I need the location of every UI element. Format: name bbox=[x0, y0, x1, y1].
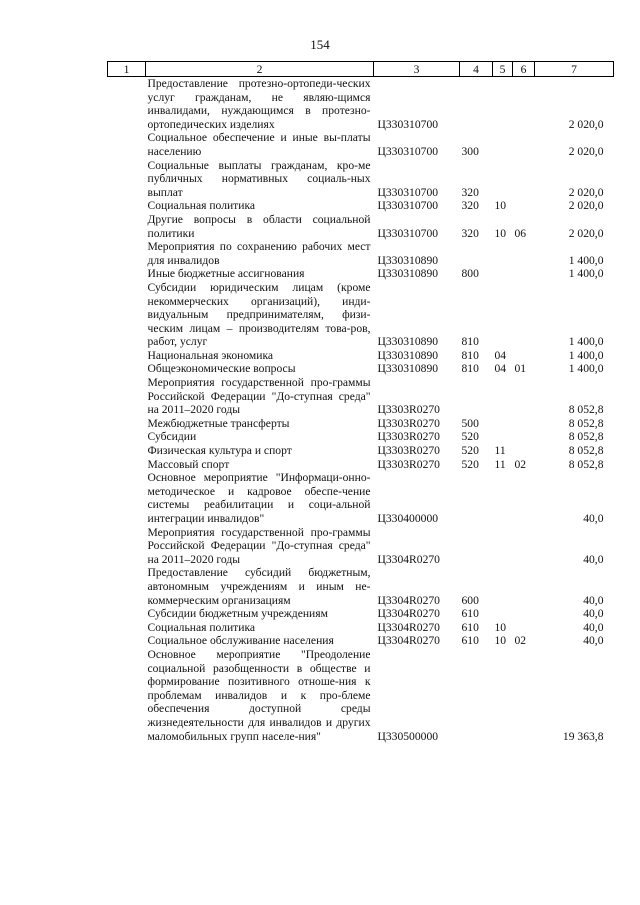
row-code-cell: Ц330310700 bbox=[377, 144, 439, 158]
row-code-cell: Ц3303R0270 bbox=[377, 403, 440, 417]
row-code-cell: Ц330400000 bbox=[377, 512, 439, 525]
table-row bbox=[108, 281, 614, 349]
row-code-cell: Ц330310890 bbox=[377, 348, 439, 362]
row-number-cell bbox=[108, 648, 146, 743]
row-rz-cell bbox=[493, 471, 513, 525]
row-number-cell bbox=[108, 417, 146, 431]
row-name-cell: Социальная политика bbox=[147, 620, 256, 634]
row-vr-cell bbox=[460, 648, 493, 743]
row-number-cell bbox=[108, 362, 146, 376]
row-sum-cell: 8 052,8 bbox=[568, 403, 604, 417]
row-sum-cell: 40,0 bbox=[583, 593, 604, 607]
row-vr-cell: 810 bbox=[461, 335, 479, 349]
row-number-cell bbox=[108, 607, 146, 621]
row-vr-cell bbox=[460, 376, 493, 417]
table-row bbox=[108, 349, 614, 363]
row-rz-cell bbox=[493, 77, 513, 132]
header-row bbox=[108, 62, 614, 77]
row-pr-cell bbox=[513, 77, 535, 132]
table-row bbox=[108, 131, 614, 158]
row-code-cell: Ц330310700 bbox=[377, 226, 439, 240]
row-code-cell: Ц330310890 bbox=[377, 267, 439, 281]
row-number-cell bbox=[108, 349, 146, 363]
header-cell: 2 bbox=[146, 62, 374, 77]
row-vr-cell: 500 bbox=[461, 416, 479, 430]
row-pr-cell bbox=[513, 417, 535, 431]
row-vr-cell: 520 bbox=[461, 444, 479, 458]
table-row bbox=[108, 444, 614, 458]
row-name-cell: Межбюджетные трансферты bbox=[147, 416, 290, 430]
table-row bbox=[108, 430, 614, 444]
table-row bbox=[108, 213, 614, 240]
row-sum-cell: 40,0 bbox=[583, 552, 604, 566]
row-vr-cell: 610 bbox=[461, 634, 479, 648]
row-pr-cell bbox=[513, 526, 535, 567]
row-number-cell bbox=[108, 159, 146, 200]
row-sum-cell: 1 400,0 bbox=[568, 267, 604, 281]
table-row bbox=[108, 417, 614, 431]
table-row bbox=[108, 621, 614, 635]
row-number-cell bbox=[108, 471, 146, 525]
row-pr-cell bbox=[513, 199, 535, 213]
row-name-cell: Социальные выплаты гражданам, кро-ме публичных нормативных социаль-ных выплат bbox=[147, 158, 371, 199]
budget-table bbox=[107, 61, 614, 743]
row-rz-cell bbox=[493, 131, 513, 158]
row-vr-cell bbox=[460, 240, 493, 267]
row-name-cell: Социальное обеспечение и иные вы-платы населению bbox=[147, 131, 371, 158]
row-code-cell: Ц330310700 bbox=[377, 199, 439, 213]
row-rz-cell: 11 bbox=[494, 457, 506, 471]
row-number-cell bbox=[108, 526, 146, 567]
row-name-cell: Мероприятия государственной про-граммы Российской Федерации "До-ступная среда" на 2011–2020 годы bbox=[147, 525, 371, 566]
row-rz-cell: 04 bbox=[494, 362, 507, 376]
row-number-cell bbox=[108, 430, 146, 444]
row-rz-cell: 10 bbox=[494, 620, 507, 634]
row-code-cell: Ц330310700 bbox=[377, 185, 439, 199]
row-name-cell: Предоставление протезно-ортопеди-ческих услуг гражданам, не являю-щимся инвалидами, нуждающимся в протезно-ортопедических изделиях bbox=[147, 77, 371, 131]
row-code-cell: Ц3304R0270 bbox=[377, 593, 440, 607]
row-sum-cell: 1 400,0 bbox=[568, 253, 604, 267]
table-row bbox=[108, 607, 614, 621]
header-cell: 4 bbox=[460, 62, 493, 77]
row-code-cell: Ц3303R0270 bbox=[377, 457, 440, 471]
row-pr-cell bbox=[513, 131, 535, 158]
row-sum-cell: 2 020,0 bbox=[568, 144, 604, 158]
header-cell: 6 bbox=[513, 62, 535, 77]
row-pr-cell bbox=[513, 267, 535, 281]
row-name-cell: Основное мероприятие "Преодоление социальной разобщенности в обществе и формирование позитивного отноше-ния к проблемам инвалидов и к про-блеме обеспечения доступной среды жизнедеятельности для инвалидов и других маломобильных групп населе-ния" bbox=[147, 647, 371, 743]
table-row bbox=[108, 267, 614, 281]
row-vr-cell: 600 bbox=[461, 593, 479, 607]
row-sum-cell: 8 052,8 bbox=[568, 416, 604, 430]
table-row bbox=[108, 634, 614, 648]
row-rz-cell bbox=[493, 648, 513, 743]
table-row bbox=[108, 159, 614, 200]
row-sum-cell: 1 400,0 bbox=[568, 362, 604, 376]
row-code-cell: Ц330500000 bbox=[377, 729, 439, 743]
row-name-cell: Субсидии bbox=[147, 430, 197, 444]
row-pr-cell bbox=[513, 376, 535, 417]
row-number-cell bbox=[108, 376, 146, 417]
row-number-cell bbox=[108, 458, 146, 472]
row-vr-cell: 520 bbox=[461, 430, 479, 444]
row-number-cell bbox=[108, 77, 146, 132]
row-name-cell: Мероприятия государственной про-граммы Российской Федерации "До-ступная среда" на 2011–2020 годы bbox=[147, 376, 371, 417]
row-vr-cell bbox=[460, 526, 493, 567]
row-rz-cell: 10 bbox=[494, 634, 507, 648]
row-pr-cell bbox=[513, 240, 535, 267]
table-row bbox=[108, 77, 614, 132]
row-code-cell: Ц330310890 bbox=[377, 362, 439, 376]
row-pr-cell bbox=[513, 281, 535, 349]
row-pr-cell: 02 bbox=[514, 457, 527, 471]
row-rz-cell bbox=[493, 240, 513, 267]
row-code-cell: Ц3304R0270 bbox=[377, 620, 440, 634]
row-pr-cell: 06 bbox=[514, 226, 527, 240]
table-row bbox=[108, 362, 614, 376]
row-code-cell: Ц3304R0270 bbox=[377, 552, 440, 566]
row-sum-cell: 1 400,0 bbox=[568, 335, 604, 349]
table-row bbox=[108, 376, 614, 417]
row-name-cell: Социальная политика bbox=[147, 199, 256, 213]
row-vr-cell: 800 bbox=[461, 267, 479, 281]
row-sum-cell: 2 020,0 bbox=[568, 185, 604, 199]
row-rz-cell bbox=[493, 281, 513, 349]
row-name-cell: Другие вопросы в области социальной политики bbox=[147, 212, 371, 240]
row-vr-cell: 610 bbox=[461, 607, 479, 621]
page-number: 154 bbox=[310, 37, 330, 52]
row-pr-cell bbox=[513, 607, 535, 621]
row-pr-cell bbox=[513, 444, 535, 458]
row-sum-cell: 40,0 bbox=[583, 634, 604, 648]
row-number-cell bbox=[108, 199, 146, 213]
row-sum-cell: 2 020,0 bbox=[568, 199, 604, 213]
row-code-cell: Ц3304R0270 bbox=[377, 634, 440, 648]
row-code-cell: Ц3303R0270 bbox=[377, 416, 440, 430]
row-rz-cell bbox=[493, 267, 513, 281]
row-sum-cell: 8 052,8 bbox=[568, 457, 604, 471]
row-number-cell bbox=[108, 240, 146, 267]
row-rz-cell bbox=[493, 430, 513, 444]
row-rz-cell bbox=[493, 607, 513, 621]
row-pr-cell bbox=[513, 621, 535, 635]
row-sum-cell: 40,0 bbox=[583, 607, 604, 621]
row-number-cell bbox=[108, 281, 146, 349]
table-row bbox=[108, 458, 614, 472]
header-cell: 1 bbox=[108, 62, 146, 77]
row-rz-cell bbox=[493, 376, 513, 417]
row-pr-cell: 01 bbox=[514, 362, 527, 376]
row-sum-cell: 2 020,0 bbox=[568, 117, 604, 131]
row-name-cell: Основное мероприятие "Информаци-онно-методическое и кадровое обеспе-чение системы реабилитации и соци-альной интеграции инвалидов" bbox=[147, 471, 371, 525]
row-pr-cell bbox=[513, 648, 535, 743]
row-code-cell: Ц330310890 bbox=[377, 335, 439, 349]
table-row bbox=[108, 240, 614, 267]
row-number-cell bbox=[108, 566, 146, 607]
header-cell: 3 bbox=[374, 62, 460, 77]
row-name-cell: Физическая культура и спорт bbox=[147, 444, 292, 458]
row-vr-cell: 300 bbox=[461, 144, 479, 158]
row-code-cell: Ц3303R0270 bbox=[377, 430, 440, 444]
table-row bbox=[108, 526, 614, 567]
row-rz-cell: 04 bbox=[494, 348, 507, 362]
row-pr-cell bbox=[513, 430, 535, 444]
row-pr-cell bbox=[513, 471, 535, 525]
row-sum-cell: 1 400,0 bbox=[568, 348, 604, 362]
row-vr-cell: 320 bbox=[461, 199, 479, 213]
row-rz-cell bbox=[493, 417, 513, 431]
row-vr-cell: 520 bbox=[461, 457, 479, 471]
row-name-cell: Мероприятия по сохранению рабочих мест для инвалидов bbox=[147, 240, 371, 267]
row-vr-cell: 320 bbox=[461, 226, 479, 240]
row-number-cell bbox=[108, 131, 146, 158]
row-name-cell: Иные бюджетные ассигнования bbox=[147, 267, 305, 281]
row-number-cell bbox=[108, 621, 146, 635]
table-row bbox=[108, 199, 614, 213]
row-name-cell: Предоставление субсидий бюджетным, автономным учреждениям и иным не-коммерческим организациям bbox=[147, 566, 371, 607]
table-row bbox=[108, 471, 614, 525]
row-rz-cell bbox=[493, 159, 513, 200]
row-pr-cell bbox=[513, 159, 535, 200]
row-number-cell bbox=[108, 213, 146, 240]
row-pr-cell bbox=[513, 566, 535, 607]
row-rz-cell: 10 bbox=[494, 226, 507, 240]
row-name-cell: Массовый спорт bbox=[147, 457, 230, 471]
row-name-cell: Национальная экономика bbox=[147, 348, 274, 362]
table-row bbox=[108, 566, 614, 607]
row-name-cell: Субсидии юридическим лицам (кроме некоммерческих организаций), инди-видуальным предпринимателям, физи-ческим лицам – производителям това-ров, работ, услуг bbox=[147, 280, 371, 349]
row-vr-cell bbox=[460, 77, 493, 132]
row-code-cell: Ц3304R0270 bbox=[377, 607, 440, 621]
header-cell: 7 bbox=[535, 62, 614, 77]
row-pr-cell bbox=[513, 349, 535, 363]
row-vr-cell: 320 bbox=[461, 185, 479, 199]
row-rz-cell bbox=[493, 526, 513, 567]
row-rz-cell: 11 bbox=[494, 444, 506, 458]
row-code-cell: Ц330310700 bbox=[377, 117, 439, 131]
row-vr-cell bbox=[460, 471, 493, 525]
row-name-cell: Субсидии бюджетным учреждениям bbox=[147, 607, 328, 621]
row-pr-cell: 02 bbox=[514, 634, 527, 648]
row-vr-cell: 810 bbox=[461, 348, 479, 362]
row-name-cell: Социальное обслуживание населения bbox=[147, 634, 334, 648]
row-number-cell bbox=[108, 267, 146, 281]
row-sum-cell: 40,0 bbox=[583, 620, 604, 634]
row-sum-cell: 8 052,8 bbox=[568, 444, 604, 458]
row-name-cell: Общеэкономические вопросы bbox=[147, 362, 296, 376]
row-rz-cell: 10 bbox=[494, 199, 507, 213]
row-number-cell bbox=[108, 444, 146, 458]
header-cell: 5 bbox=[493, 62, 513, 77]
row-vr-cell: 810 bbox=[461, 362, 479, 376]
row-sum-cell: 8 052,8 bbox=[568, 430, 604, 444]
row-sum-cell: 19 363,8 bbox=[562, 729, 604, 743]
row-code-cell: Ц3303R0270 bbox=[377, 444, 440, 458]
row-code-cell: Ц330310890 bbox=[377, 253, 439, 267]
table-row bbox=[108, 648, 614, 743]
row-vr-cell: 610 bbox=[461, 620, 479, 634]
row-sum-cell: 2 020,0 bbox=[568, 226, 604, 240]
row-rz-cell bbox=[493, 566, 513, 607]
row-sum-cell: 40,0 bbox=[583, 512, 604, 525]
row-number-cell bbox=[108, 634, 146, 648]
